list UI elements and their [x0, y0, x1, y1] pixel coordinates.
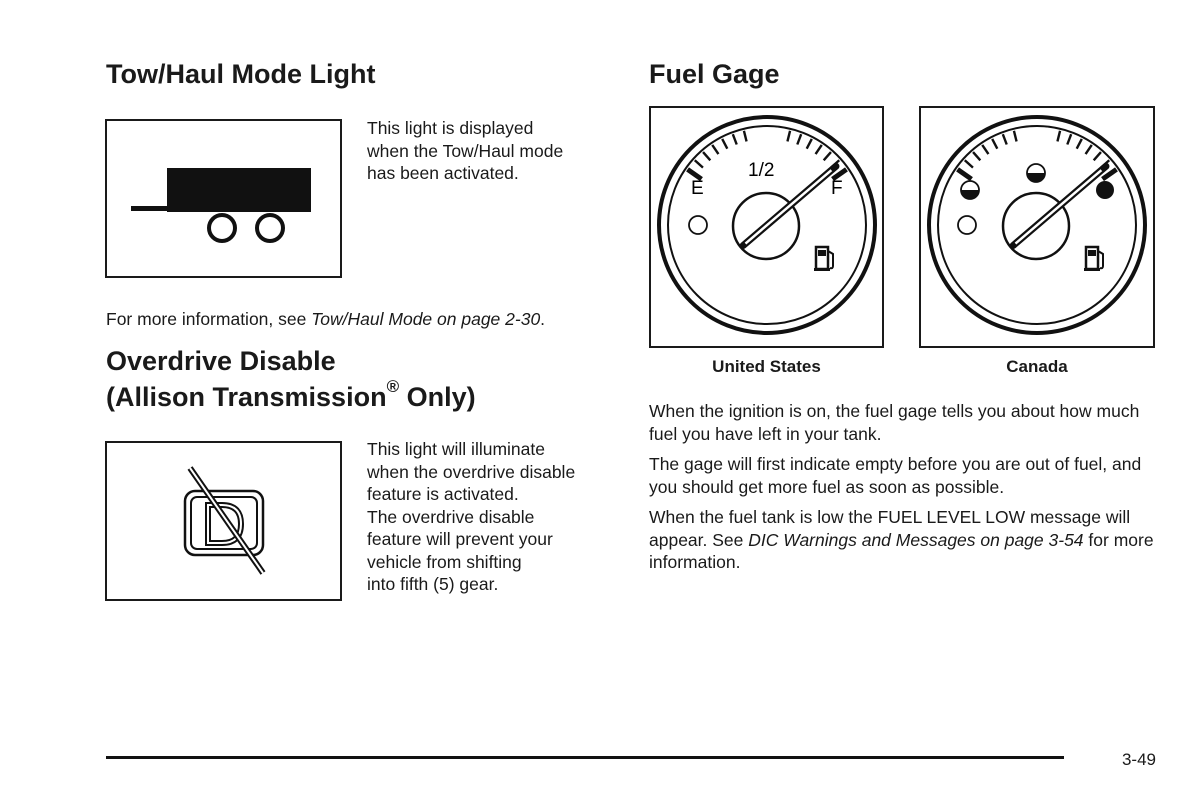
- trailer-icon: [107, 121, 340, 276]
- fuel-gauge-canada: [921, 108, 1153, 346]
- gauge-tick: [824, 152, 831, 160]
- fuel-gage-paragraph: When the ignition is on, the fuel gage tells you about how much fuel you have left in your tank.: [649, 401, 1140, 444]
- overdrive-desc-line: This light will illuminate: [367, 439, 545, 459]
- tow-haul-more-info: [106, 308, 626, 331]
- overdrive-disable-figure: [105, 441, 342, 601]
- overdrive-desc-line: into fifth (5) gear.: [367, 574, 499, 594]
- gauge-label-empty: E: [691, 178, 704, 199]
- gauge-tick: [965, 160, 973, 167]
- us-gauge-caption: United States: [712, 357, 821, 376]
- fuel-gage-paragraph: The gage will first indicate empty before you are out of fuel, and you should get more fuel as soon as possible.: [649, 454, 1142, 497]
- gauge-tick: [744, 131, 747, 142]
- gauge-tick: [1086, 145, 1092, 154]
- gauge-tick: [733, 134, 737, 144]
- gauge-tick: [1057, 131, 1060, 142]
- canada-gauge-caption: Canada: [1006, 357, 1068, 376]
- overdrive-heading-end: Only): [399, 382, 476, 412]
- gauge-tick: [982, 145, 988, 154]
- gauge-tick: [722, 139, 727, 149]
- indicator-lamp-icon: [689, 216, 707, 234]
- gauge-tick: [958, 169, 972, 179]
- fuel-gage-paragraph: [649, 506, 1159, 574]
- gauge-tick: [816, 145, 822, 154]
- gauge-tick: [1094, 152, 1101, 160]
- gauge-tick: [1014, 131, 1017, 142]
- half-symbol-icon: [1027, 164, 1045, 182]
- fuel-pump-icon: [1084, 247, 1103, 271]
- gauge-tick: [807, 139, 812, 149]
- gauge-tick: [787, 131, 790, 142]
- gauge-tick: [695, 160, 703, 167]
- gauge-tick: [992, 139, 997, 149]
- fuel-low-prefix: When the fuel tank is low the FUEL LEVEL LOW message will appear. See: [649, 507, 1131, 550]
- fuel-gauge-us: [651, 108, 882, 346]
- gauge-tick: [703, 152, 710, 160]
- fuel-gauge-us-figure: [649, 106, 884, 348]
- empty-symbol-icon: [961, 181, 979, 199]
- gauge-tick: [1077, 139, 1082, 149]
- gauge-tick: [1003, 134, 1007, 144]
- fuel-gage-heading: Fuel Gage: [649, 59, 780, 89]
- fuel-pump-icon: [814, 247, 833, 271]
- fuel-low-suffix: for more information.: [649, 529, 1154, 572]
- overdrive-description: [367, 438, 612, 596]
- more-info-prefix: For more information, see: [106, 309, 312, 329]
- full-symbol-icon: [1096, 181, 1114, 199]
- tow-haul-description: [367, 117, 607, 185]
- overdrive-heading: [106, 343, 626, 415]
- more-info-suffix: .: [540, 309, 546, 329]
- tow-haul-heading: Tow/Haul Mode Light: [106, 59, 376, 89]
- overdrive-heading-main: (Allison Transmission: [106, 382, 387, 412]
- registered-mark: ®: [386, 377, 400, 396]
- overdrive-desc-line: The overdrive disable: [367, 506, 535, 527]
- overdrive-desc-line: when the overdrive disable: [367, 461, 576, 482]
- dic-warnings-reference-link[interactable]: DIC Warnings and Messages on page 3-54: [748, 529, 1084, 550]
- tow-haul-light-figure: [105, 119, 342, 278]
- gauge-label-half: 1/2: [748, 160, 775, 181]
- overdrive-heading-line1: Overdrive Disable: [106, 346, 336, 376]
- gauge-tick: [973, 152, 980, 160]
- overdrive-disable-icon: [107, 443, 340, 599]
- overdrive-desc-line: vehicle from shifting: [367, 551, 522, 572]
- gauge-tick: [797, 134, 801, 144]
- fuel-gage-body: [649, 400, 1159, 582]
- tow-haul-desc-line: when the Tow/Haul mode: [367, 140, 564, 161]
- gauge-tick: [712, 145, 718, 154]
- overdrive-desc-line: feature will prevent your: [367, 529, 553, 549]
- overdrive-desc-line: feature is activated.: [367, 484, 519, 504]
- page-number: 3-49: [1121, 750, 1156, 769]
- indicator-lamp-icon: [958, 216, 976, 234]
- tow-haul-desc-line: has been activated.: [367, 163, 519, 183]
- tow-haul-desc-line: This light is displayed: [367, 118, 534, 138]
- gauge-label-full: F: [831, 178, 843, 199]
- gauge-tick: [1067, 134, 1071, 144]
- overdrive-heading-line2: [106, 379, 626, 415]
- tow-haul-mode-reference-link[interactable]: Tow/Haul Mode on page 2-30: [311, 309, 541, 329]
- footer-rule: [106, 756, 1064, 759]
- fuel-gauge-canada-figure: [919, 106, 1155, 348]
